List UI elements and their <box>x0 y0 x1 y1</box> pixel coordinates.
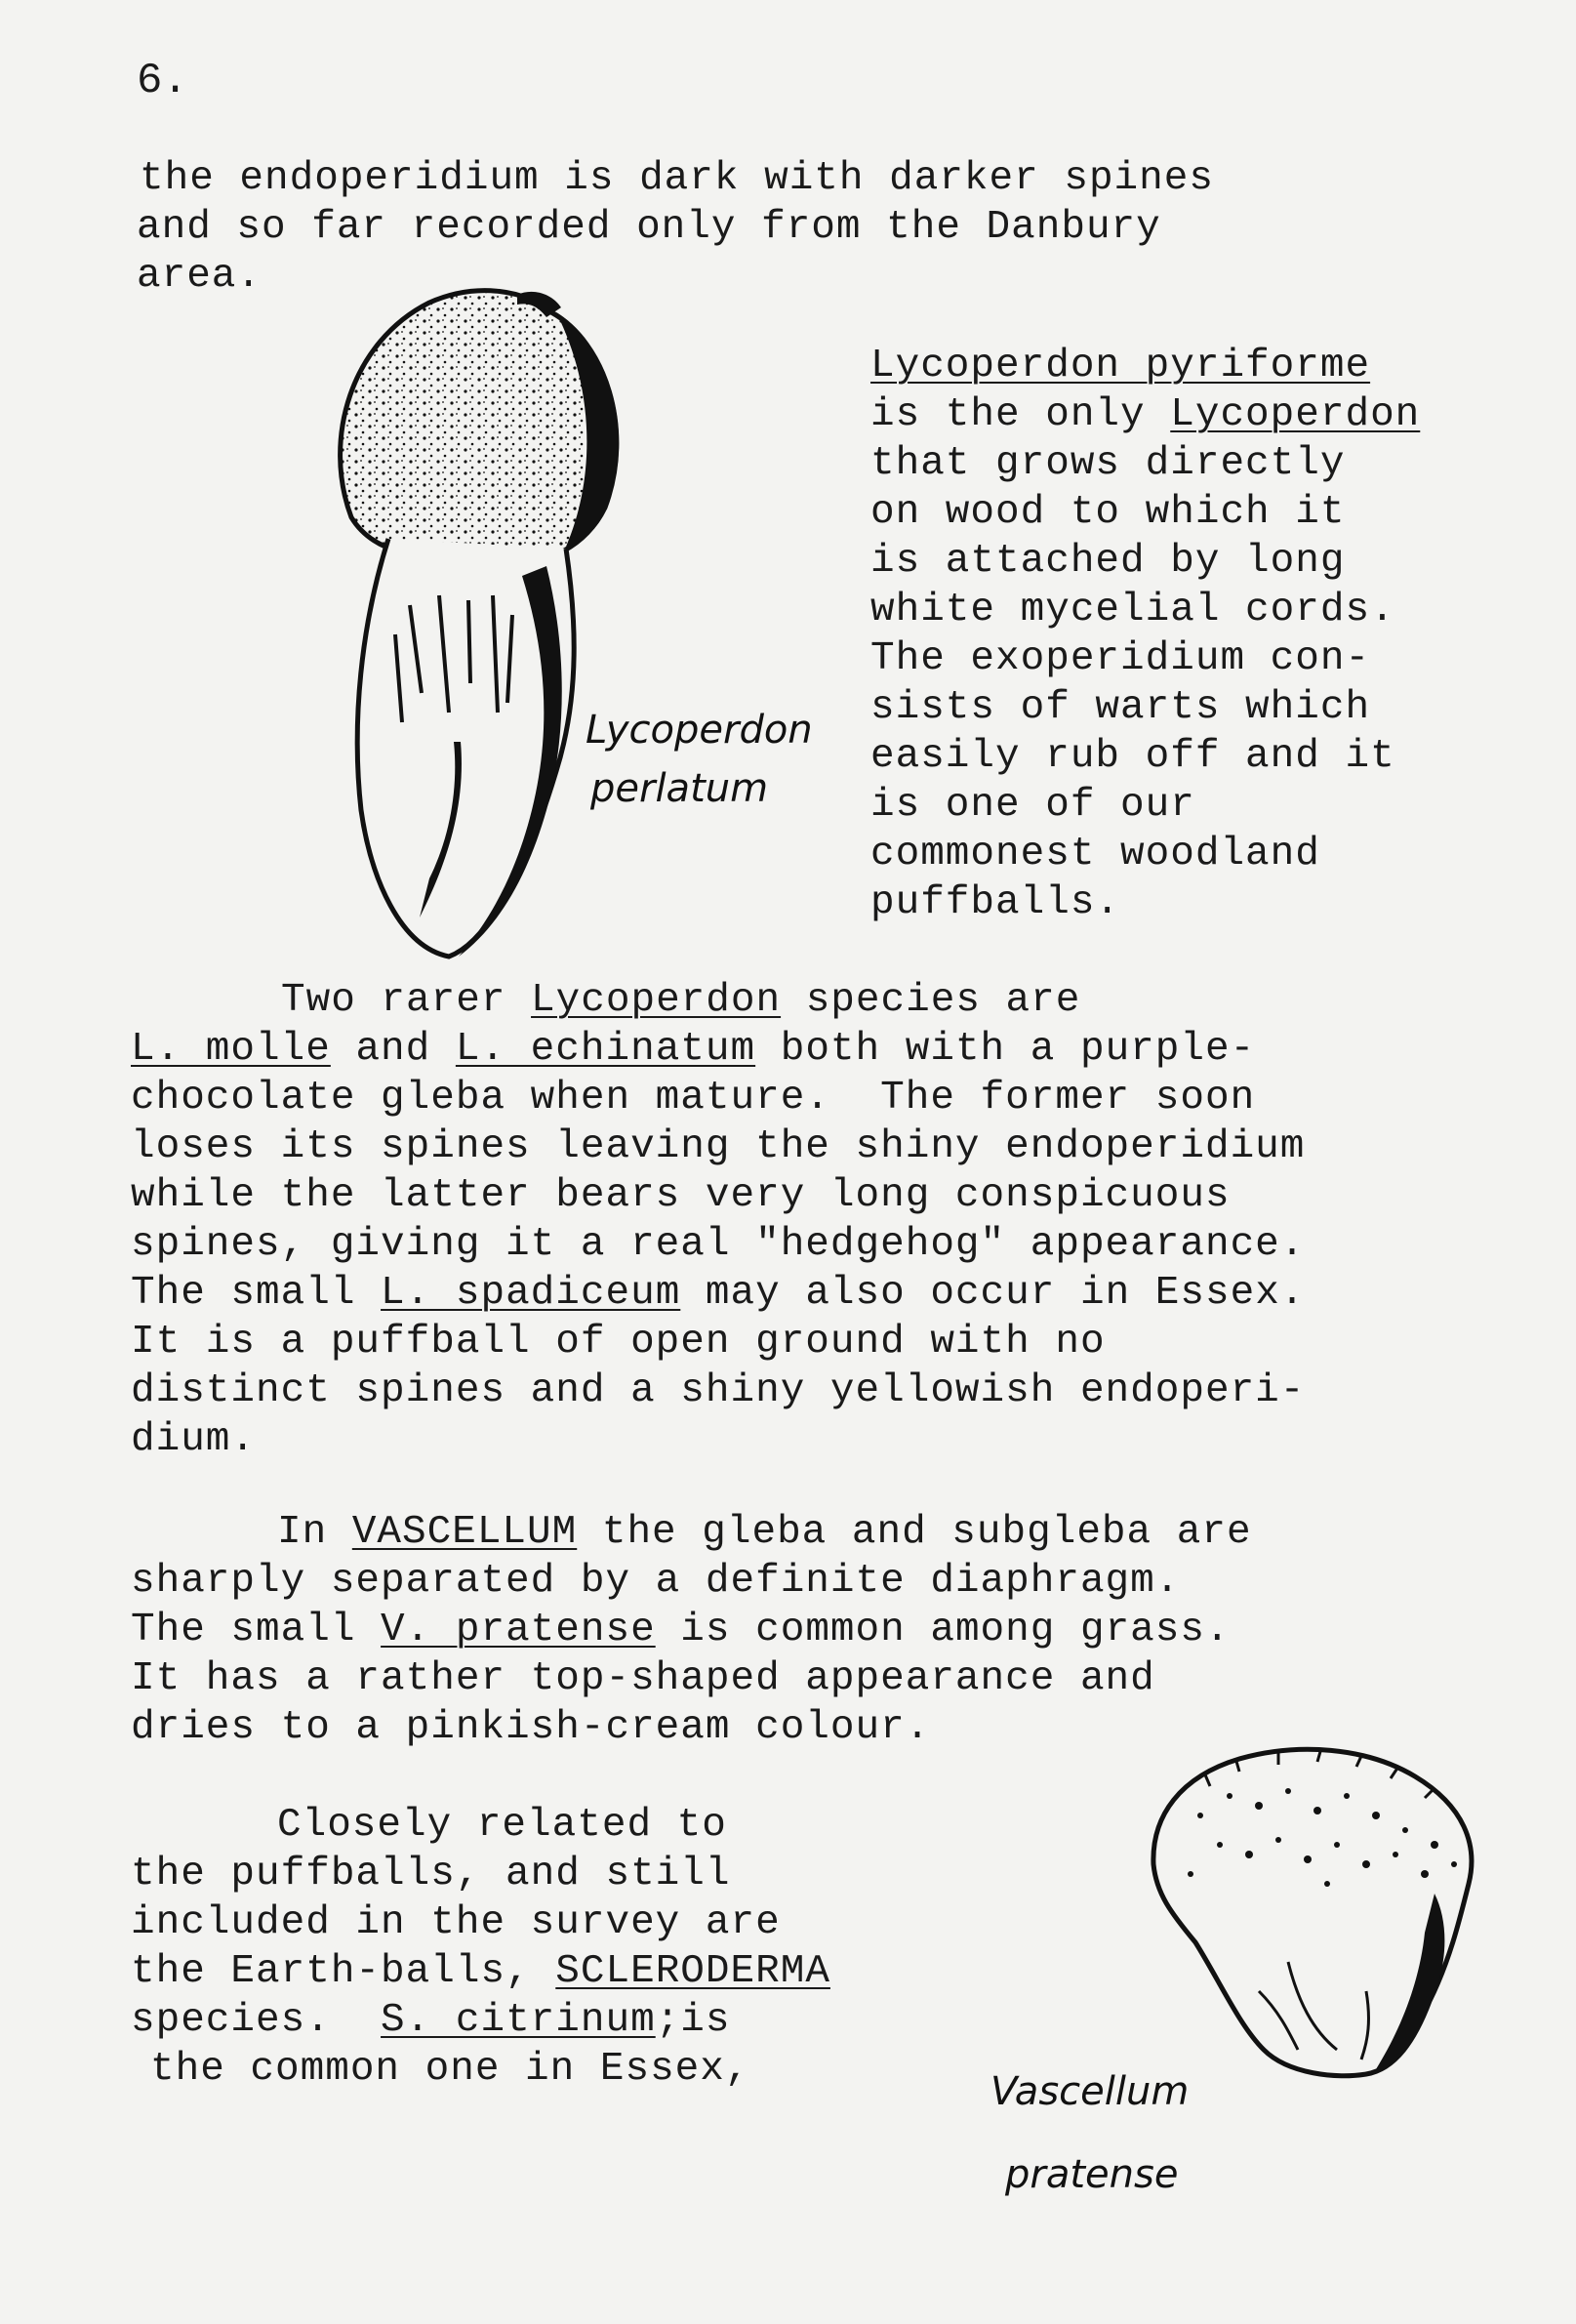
rarer-line-2: L. molle and L. echinatum both with a purple- <box>131 1027 1256 1072</box>
pyriforme-line-10: commonest woodland <box>870 832 1320 877</box>
vascellum-line-1: In VASCELLUM the gleba and subgleba are <box>277 1510 1252 1555</box>
earthballs-line-5: species. S. citrinum;is <box>131 1998 731 2043</box>
vascellum-line-4: It has a rather top-shaped appearance and <box>131 1656 1155 1701</box>
pyriforme-line-5: white mycelial cords. <box>870 588 1395 632</box>
pyriforme-line-11: puffballs. <box>870 880 1121 925</box>
pyriforme-line-9: is one of our <box>870 783 1195 828</box>
genus-lycoperdon-2: Lycoperdon <box>531 978 782 1023</box>
rarer-line-3: chocolate gleba when mature. The former soon <box>131 1076 1256 1121</box>
pyriforme-line-1 <box>870 390 1420 439</box>
rarer-line-9: distinct spines and a shiny yellowish endoperi- <box>131 1368 1306 1413</box>
earthballs-line-1: Closely related to <box>277 1803 727 1848</box>
pyriforme-line-3: on wood to which it <box>870 490 1346 535</box>
species-pratense: V. pratense <box>381 1608 656 1652</box>
intro-line-3: area. <box>137 254 263 299</box>
intro-line-2: and so far recorded only from the Danbury <box>137 205 1161 250</box>
vascellum-pratense-illustration <box>1142 1737 1493 2089</box>
caption-pratense-line-2: pratense <box>1005 2152 1179 2197</box>
rarer-line-8: It is a puffball of open ground with no <box>131 1320 1106 1365</box>
rarer-line-6: spines, giving it a real "hedgehog" appearance. <box>131 1222 1306 1267</box>
pyriforme-line-1-text: is the only <box>870 392 1171 437</box>
vascellum-line-3: The small V. pratense is common among grass. <box>131 1608 1231 1652</box>
lycoperdon-perlatum-illustration <box>312 283 703 966</box>
rarer-line-7: The small L. spadiceum may also occur in Essex. <box>131 1271 1306 1316</box>
earthballs-line-4: the Earth-balls, SCLERODERMA <box>131 1949 830 1994</box>
pyriforme-line-6: The exoperidium con- <box>870 636 1371 681</box>
species-name-pyriforme: Lycoperdon pyriforme <box>870 344 1371 388</box>
pyriforme-line-8: easily rub off and it <box>870 734 1395 779</box>
pyriforme-line-4: is attached by long <box>870 539 1346 584</box>
pyriforme-heading <box>870 342 1370 390</box>
page-number: 6. <box>137 57 188 105</box>
earthballs-line-6: the common one in Essex, <box>150 2047 750 2092</box>
earthballs-line-2: the puffballs, and still <box>131 1852 731 1896</box>
vascellum-line-5: dries to a pinkish-cream colour. <box>131 1705 931 1750</box>
pyriforme-line-7: sists of warts which <box>870 685 1371 730</box>
rarer-line-1: Two rarer Lycoperdon species are <box>281 978 1081 1023</box>
genus-lycoperdon: Lycoperdon <box>1170 392 1421 437</box>
rarer-line-5: while the latter bears very long conspicuous <box>131 1173 1231 1218</box>
rarer-line-4: loses its spines leaving the shiny endoperidium <box>131 1124 1306 1169</box>
intro-line-1: the endoperidium is dark with darker spines <box>140 156 1214 201</box>
species-citrinum: S. citrinum <box>381 1998 656 2043</box>
caption-perlatum-line-2: perlatum <box>590 766 769 811</box>
species-spadiceum: L. spadiceum <box>381 1271 681 1316</box>
pyriforme-line-2: that grows directly <box>870 441 1346 486</box>
genus-vascellum: VASCELLUM <box>351 1510 578 1555</box>
species-molle: L. molle <box>131 1027 331 1072</box>
species-echinatum: L. echinatum <box>455 1027 756 1072</box>
rarer-line-10: dium. <box>131 1417 257 1462</box>
caption-perlatum-line-1: Lycoperdon <box>586 708 813 753</box>
earthballs-line-3: included in the survey are <box>131 1900 781 1945</box>
caption-pratense-line-1: Vascellum <box>990 2069 1190 2114</box>
genus-scleroderma: SCLERODERMA <box>555 1949 830 1994</box>
vascellum-line-2: sharply separated by a definite diaphragm. <box>131 1559 1181 1604</box>
